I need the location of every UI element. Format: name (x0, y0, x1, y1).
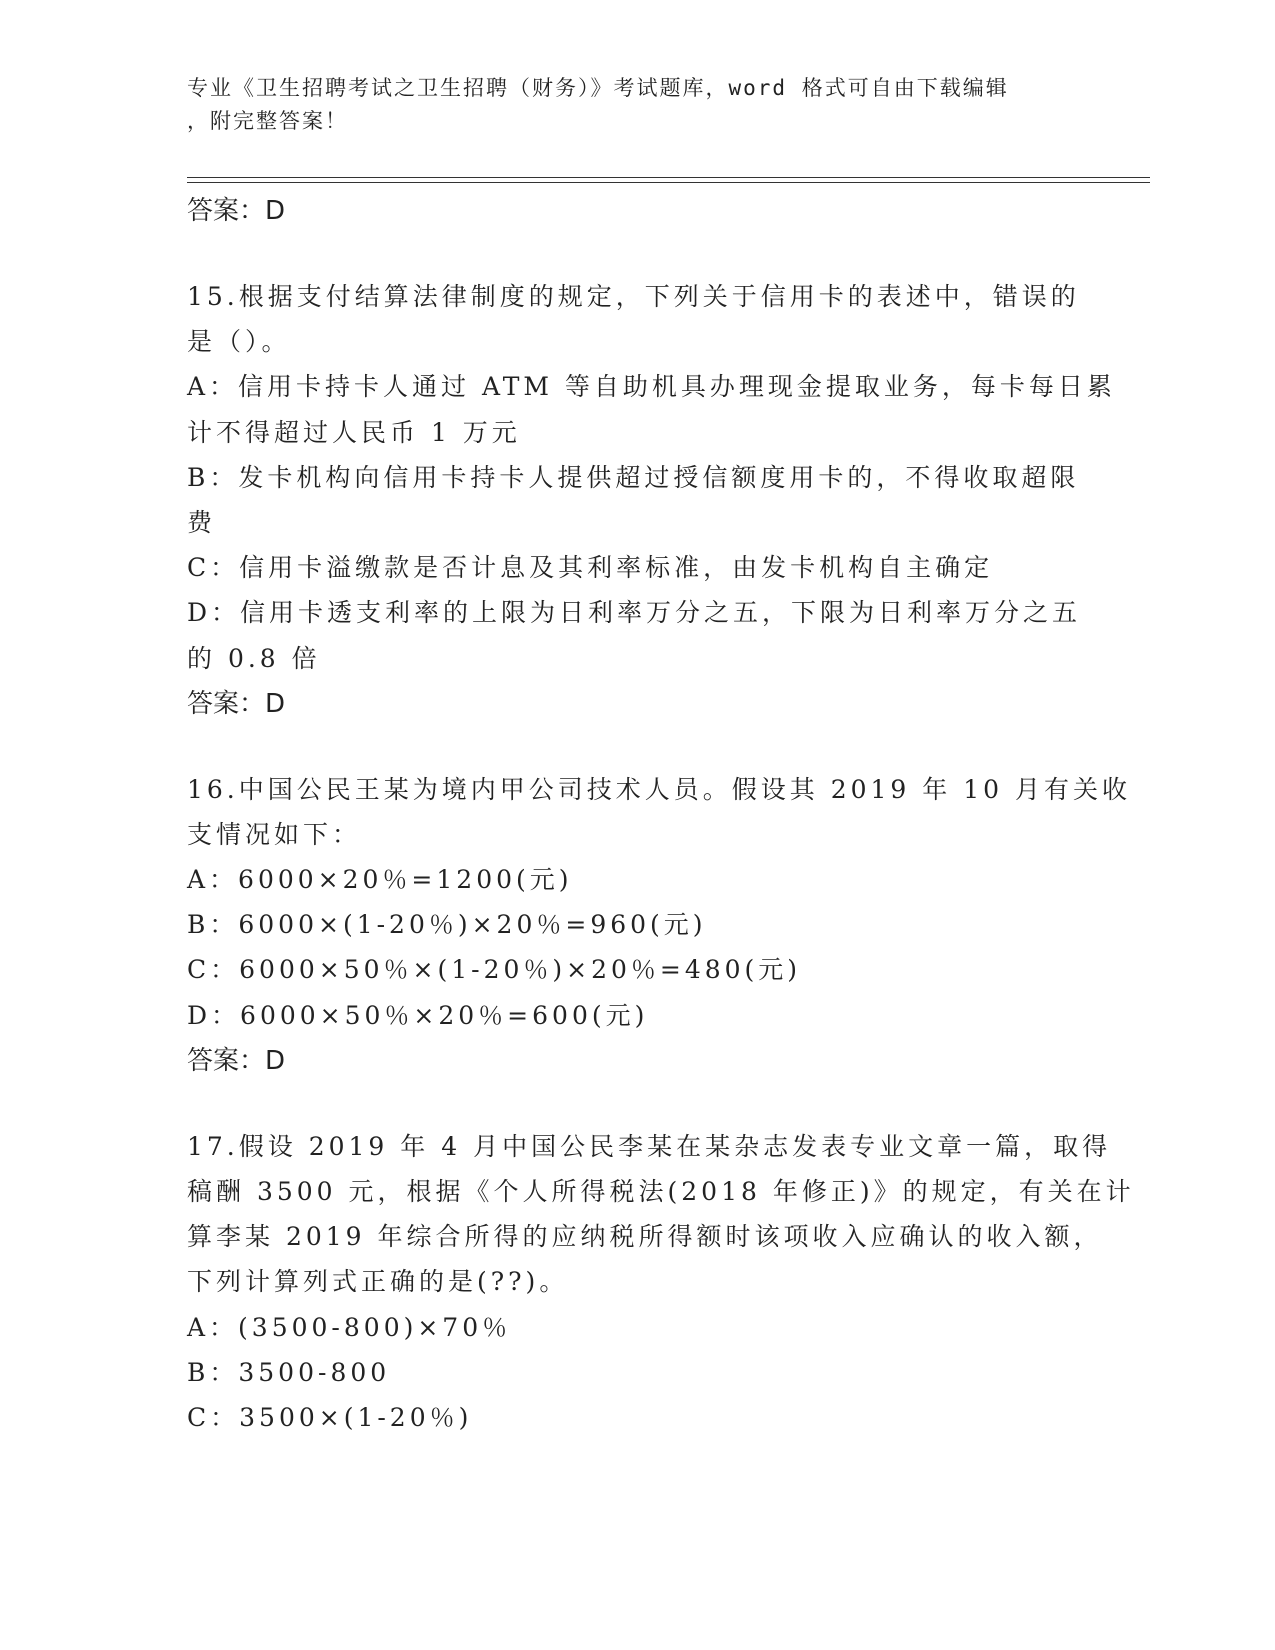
question-list (187, 188, 1135, 1440)
option-c: C：6000×50％×(1-20％)×20％=480(元) (187, 955, 802, 985)
option-b: B：6000×(1-20％)×20％=960(元) (187, 910, 707, 940)
option-a: A：(3500-800)×70％ (187, 1312, 512, 1342)
option-line: 的 0.8 倍 (187, 643, 321, 673)
option-a: A：6000×20％=1200(元) (187, 865, 573, 895)
option-b: B：3500-800 (187, 1357, 391, 1387)
option-line: B：发卡机构向信用卡持卡人提供超过授信额度用卡的，不得收取超限 (187, 462, 1080, 492)
option-d (187, 590, 1087, 680)
question-stem-line: 支情况如下： (187, 819, 362, 849)
answer-previous: 答案：D (187, 196, 286, 226)
answer: 答案：D (187, 688, 286, 719)
header-line: 专业《卫生招聘考试之卫生招聘（财务）》考试题库，word 格式可自由下载编辑 (187, 76, 1009, 100)
header-divider (187, 177, 1150, 178)
question-stem-line: 是（）。 (187, 327, 291, 357)
question-stem-line: 15.根据支付结算法律制度的规定，下列关于信用卡的表述中，错误的 (187, 282, 1080, 311)
document-header (187, 72, 1067, 138)
question-17 (187, 1124, 1135, 1440)
option-c (187, 545, 1087, 590)
option-line: 费 (187, 507, 217, 537)
option-c: C：3500×(1-20％) (187, 1402, 473, 1432)
question-stem-line: 算李某 2019 年综合所得的应纳税所得额时该项收入应确认的收入额， (187, 1222, 1103, 1252)
option-line: A：信用卡持卡人通过 ATM 等自助机具办理现金提取业务，每卡每日累 (187, 372, 1116, 402)
answer: 答案：D (187, 1045, 286, 1076)
option-line: D：信用卡透支利率的上限为日利率万分之五，下限为日利率万分之五 (187, 598, 1082, 628)
option-d: D：6000×50％×20％=600(元) (187, 1000, 649, 1030)
question-stem-line: 稿酬 3500 元，根据《个人所得税法(2018 年修正)》的规定，有关在计 (187, 1177, 1135, 1206)
option-line: 计不得超过人民币 1 万元 (187, 417, 521, 447)
header-divider (187, 182, 1150, 183)
question-stem-line: 16.中国公民王某为境内甲公司技术人员。假设其 2019 年 10 月有关收 (187, 774, 1131, 804)
question-16 (187, 767, 1131, 1084)
question-stem-line: 17.假设 2019 年 4 月中国公民李某在某杂志发表专业文章一篇，取得 (187, 1131, 1112, 1161)
option-b (187, 455, 1087, 545)
option-a (187, 364, 1116, 454)
header-line: ，附完整答案！ (187, 109, 348, 133)
option-line: C：信用卡溢缴款是否计息及其利率标准，由发卡机构自主确定 (187, 553, 994, 583)
question-15 (187, 274, 1116, 727)
question-stem-line: 下列计算列式正确的是(??)。 (187, 1267, 569, 1297)
